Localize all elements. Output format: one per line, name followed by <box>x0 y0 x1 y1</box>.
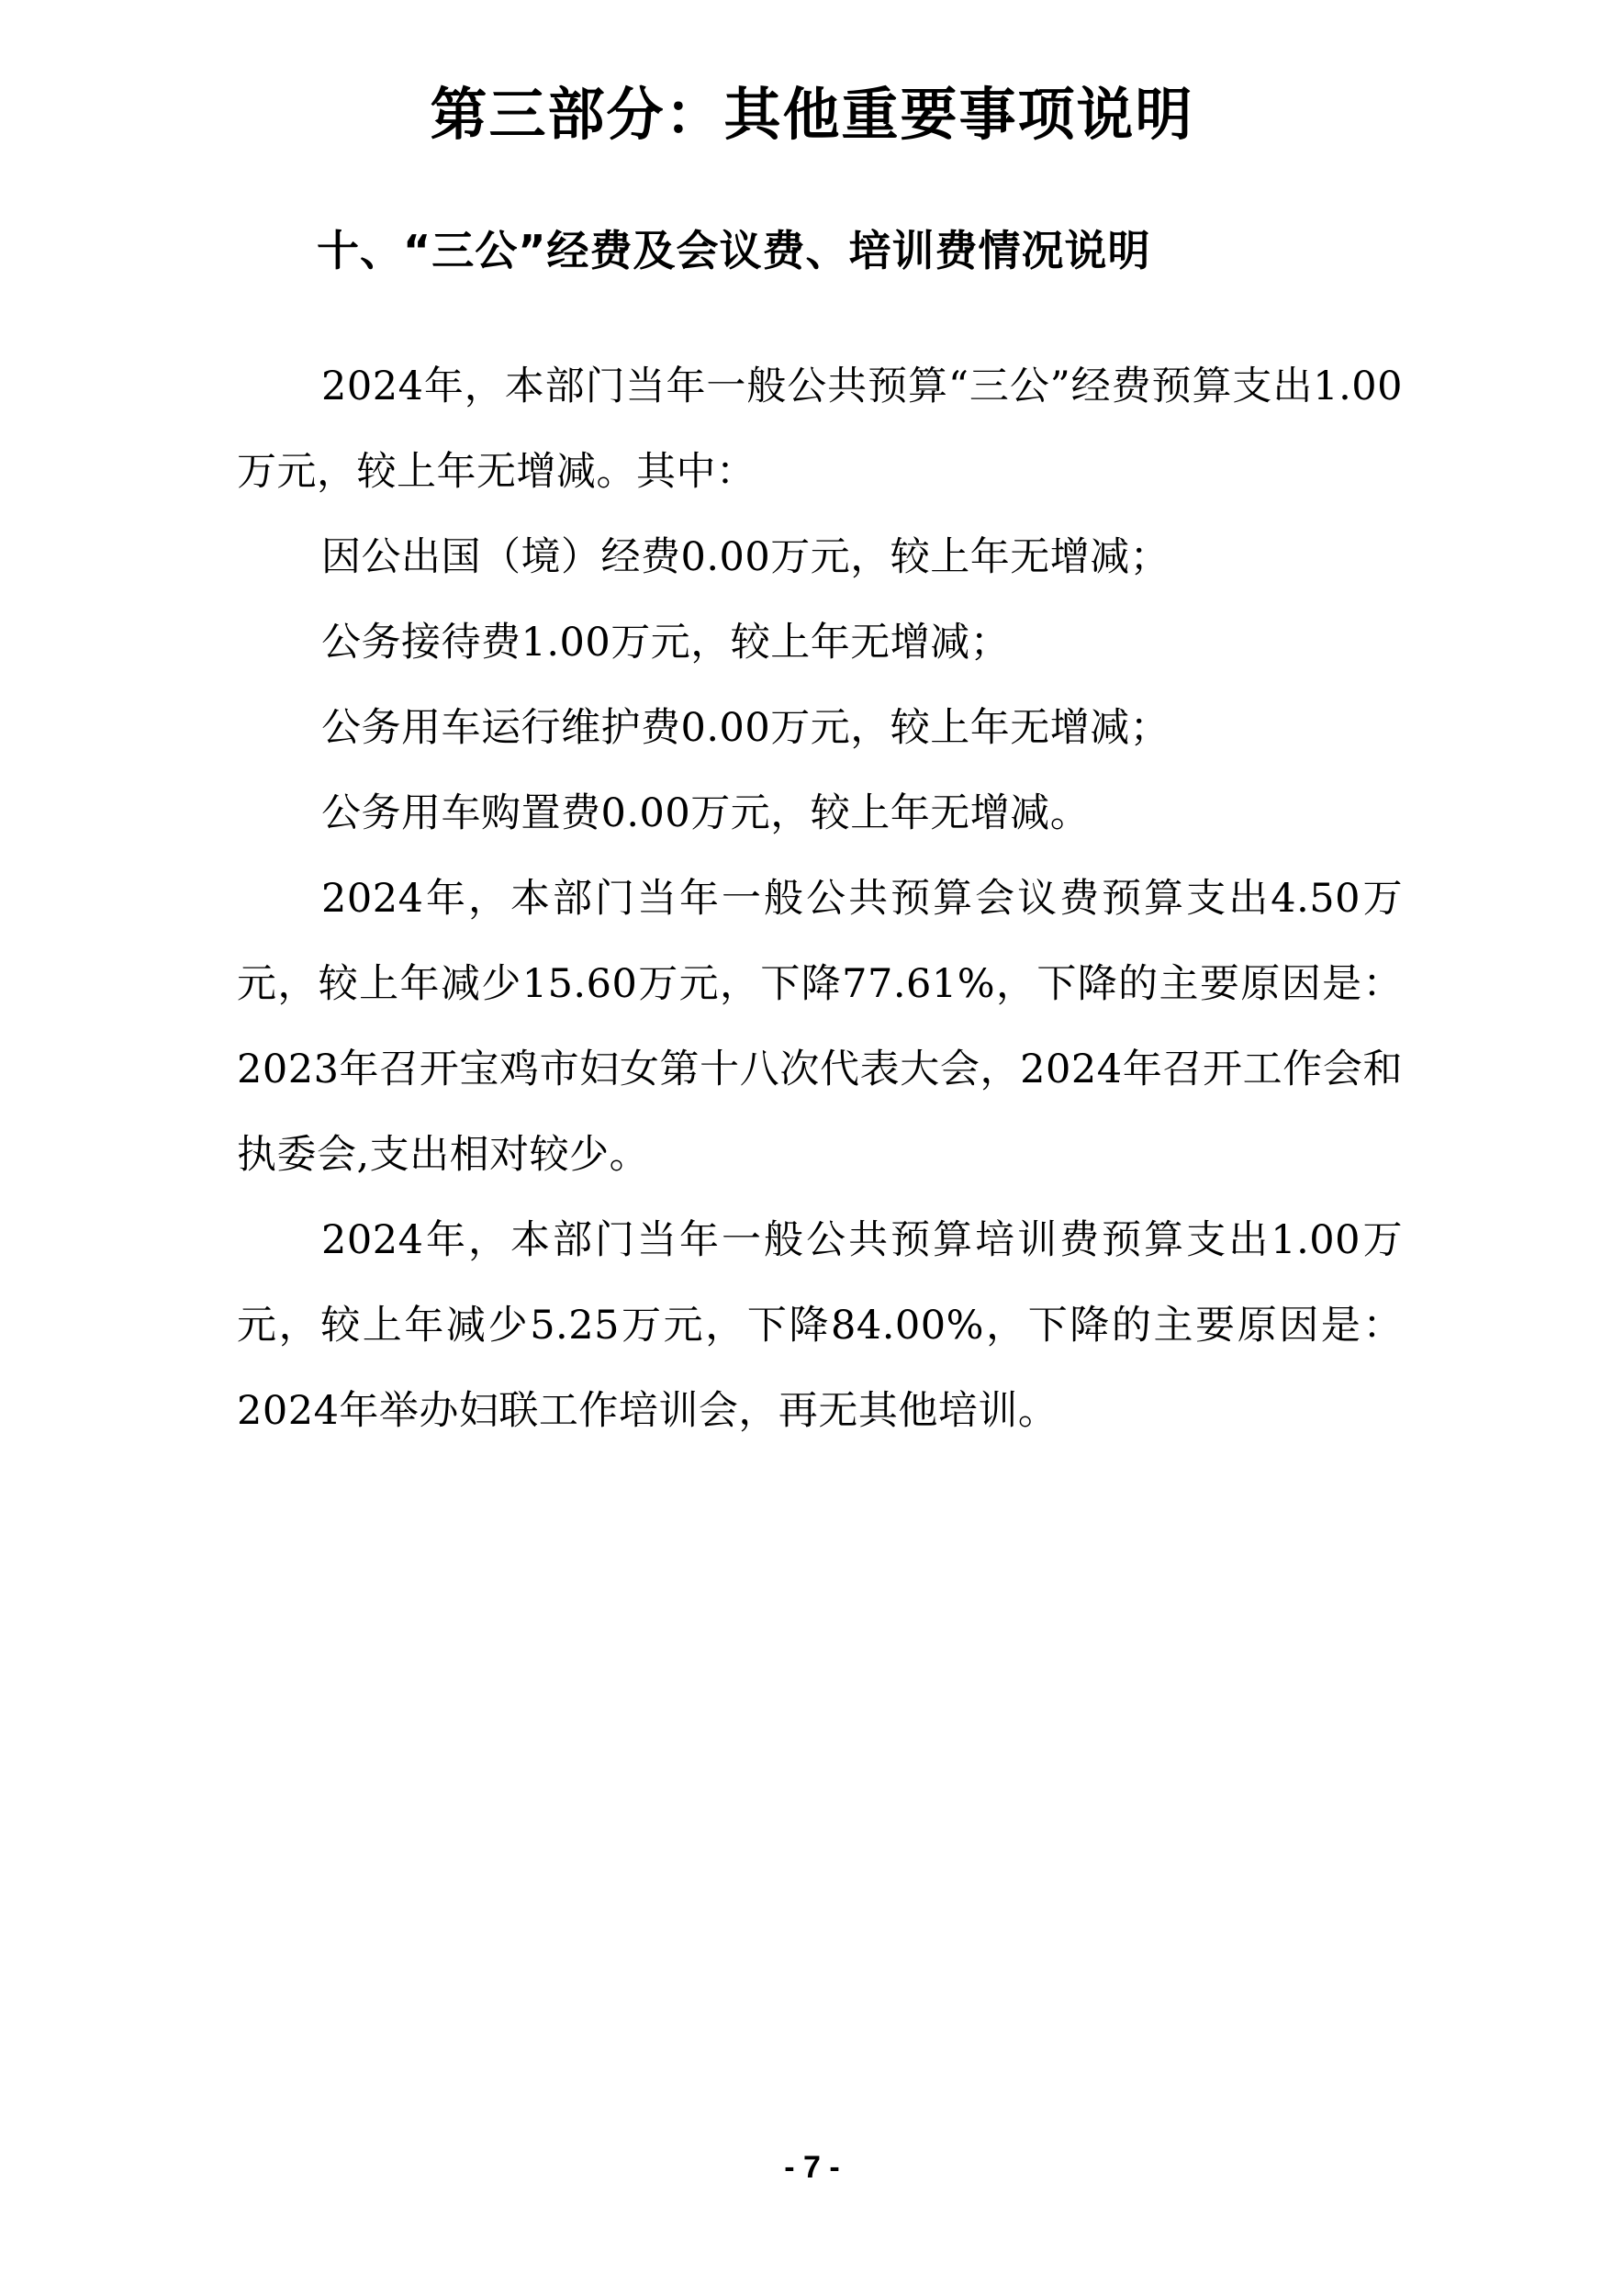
paragraph-sangong-total: 2024年，本部门当年一般公共预算“三公”经费预算支出1.00万元，较上年无增减。其中： <box>237 364 1403 495</box>
paragraph-meeting-fee: 2024年，本部门当年一般公共预算会议费预算支出4.50万元，较上年减少15.60万元，下降77.61%，下降的主要原因是：2023年召开宝鸡市妇女第十八次代表大会，2024年召开工作会和执委会,支出相对较少。 <box>237 876 1403 1178</box>
paragraph-vehicle-purchase: 公务用车购置费0.00万元，较上年无增减。 <box>321 790 1091 836</box>
section-heading: 十、“三公”经费及会议费、培训费情况说明 <box>317 226 1151 275</box>
page-number: - 7 - <box>784 2150 840 2185</box>
paragraph-vehicle-operation: 公务用车运行维护费0.00万元，较上年无增减； <box>321 705 1170 751</box>
paragraph-reception: 公务接待费1.00万元，较上年无增减； <box>321 620 1011 666</box>
paragraph-overseas-travel: 因公出国（境）经费0.00万元，较上年无增减； <box>321 534 1170 580</box>
body-text <box>237 344 1403 1454</box>
paragraph-training-fee: 2024年，本部门当年一般公共预算培训费预算支出1.00万元，较上年减少5.25万元，下降84.00%，下降的主要原因是：2024年举办妇联工作培训会，再无其他培训。 <box>237 1217 1403 1434</box>
page-title: 第三部分：其他重要事项说明 <box>430 81 1194 148</box>
